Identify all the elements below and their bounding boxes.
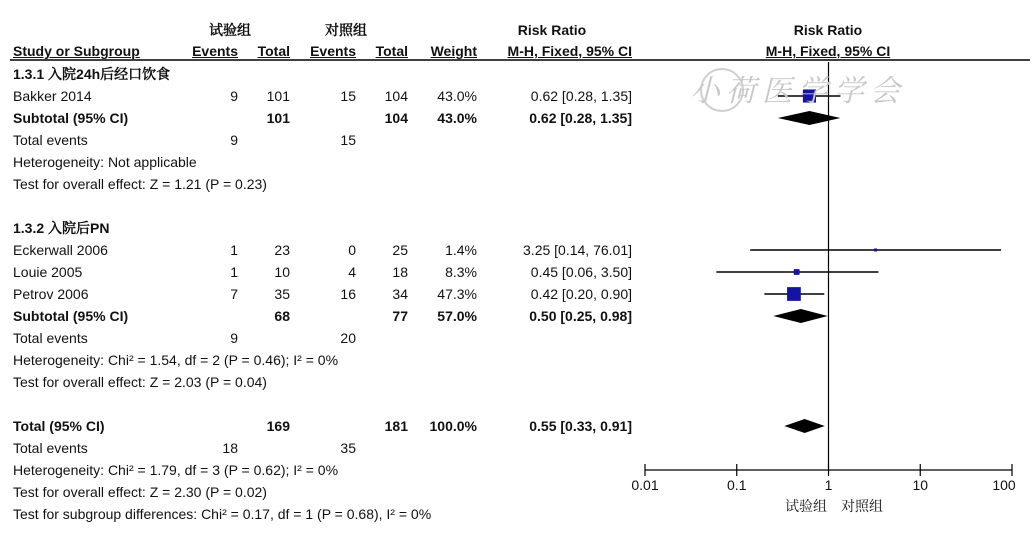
- study-1-2-weight: 47.3%: [437, 286, 477, 302]
- study-1-2-name: Petrov 2006: [13, 286, 89, 302]
- overall-effect-1: Test for overall effect: Z = 2.03 (P = 0.04): [13, 374, 267, 390]
- favours-right: 对照组: [841, 498, 883, 514]
- subtotal-1-weight: 57.0%: [437, 308, 477, 324]
- overall-effect-0: Test for overall effect: Z = 1.21 (P = 0.23): [13, 176, 267, 192]
- header-col-ci: M-H, Fixed, 95% CI: [507, 43, 632, 59]
- study-0-0-ci: 0.62 [0.28, 1.35]: [530, 88, 632, 104]
- study-0-0-tot-e: 101: [266, 88, 290, 104]
- study-1-0-tot-e: 23: [274, 242, 290, 258]
- study-1-0-ev-c: 0: [348, 242, 356, 258]
- study-1-0-ev-e: 1: [230, 242, 238, 258]
- study-1-2-square: [787, 287, 801, 301]
- subtotal-0-tot-e: 101: [266, 110, 290, 126]
- subtotal-1-diamond: [773, 309, 827, 323]
- total-ci: 0.55 [0.33, 0.91]: [529, 418, 632, 434]
- header-col-total-e: Total: [257, 43, 290, 59]
- subtotal-0-weight: 43.0%: [437, 110, 477, 126]
- study-1-0-tot-c: 25: [392, 242, 408, 258]
- header-rr-title: Risk Ratio: [517, 22, 587, 38]
- header-plot-title: Risk Ratio: [793, 22, 863, 38]
- subtotal-0-diamond: [778, 111, 841, 125]
- heterogeneity-0: Heterogeneity: Not applicable: [13, 154, 197, 170]
- watermark-text: 小荷医学学会: [690, 74, 906, 109]
- total-events-1-e: 9: [230, 330, 238, 346]
- study-1-2-tot-c: 34: [392, 286, 408, 302]
- study-1-1-name: Louie 2005: [13, 264, 83, 280]
- total-events-label: Total events: [13, 440, 88, 456]
- study-1-1-tot-c: 18: [392, 264, 408, 280]
- x-tick-label-2: 1: [824, 477, 833, 493]
- study-1-0-weight: 1.4%: [445, 242, 477, 258]
- study-1-2-tot-e: 35: [274, 286, 290, 302]
- x-tick-label-1: 0.1: [727, 477, 747, 493]
- heterogeneity-1: Heterogeneity: Chi² = 1.54, df = 2 (P = 0.46); I² = 0%: [13, 352, 339, 368]
- header-plot-method: M-H, Fixed, 95% CI: [765, 43, 891, 59]
- overall-effect-total: Test for overall effect: Z = 2.30 (P = 0.02): [13, 484, 267, 500]
- subtotal-0-ci: 0.62 [0.28, 1.35]: [529, 110, 632, 126]
- subgroup-differences: Test for subgroup differences: Chi² = 0.17, df = 1 (P = 0.68), I² = 0%: [13, 506, 432, 522]
- study-1-2-ev-e: 7: [230, 286, 238, 302]
- x-tick-label-4: 100: [992, 477, 1016, 493]
- study-0-0-name: Bakker 2014: [13, 88, 92, 104]
- study-0-0-ev-c: 15: [340, 88, 356, 104]
- study-1-0-square: [874, 249, 877, 252]
- study-0-0-tot-c: 104: [384, 88, 408, 104]
- total-tot-c: 181: [384, 418, 408, 434]
- study-1-0-name: Eckerwall 2006: [13, 242, 108, 258]
- total-label: Total (95% CI): [13, 418, 105, 434]
- subtotal-0-tot-c: 104: [384, 110, 408, 126]
- header-exp-group: 试验组: [209, 22, 251, 38]
- heterogeneity-total: Heterogeneity: Chi² = 1.79, df = 3 (P = 0.62); I² = 0%: [13, 462, 339, 478]
- study-1-1-square: [794, 269, 800, 275]
- subtotal-0-label: Subtotal (95% CI): [13, 110, 129, 126]
- study-1-1-weight: 8.3%: [445, 264, 477, 280]
- subtotal-1-tot-e: 68: [274, 308, 290, 324]
- favours-left: 试验组: [785, 498, 827, 514]
- header-col-study: Study or Subgroup: [13, 43, 140, 59]
- total-events-1-c: 20: [340, 330, 356, 346]
- header-col-events-e: Events: [192, 43, 238, 59]
- subtotal-1-tot-c: 77: [392, 308, 408, 324]
- x-tick-label-3: 10: [912, 477, 929, 493]
- total-weight: 100.0%: [429, 418, 477, 434]
- header-ctl-group: 对照组: [325, 22, 367, 38]
- total-events-1-label: Total events: [13, 330, 88, 346]
- study-1-1-ci: 0.45 [0.06, 3.50]: [530, 264, 632, 280]
- total-events-0-e: 9: [230, 132, 238, 148]
- subgroup-title-0: 1.3.1 入院24h后经口饮食: [13, 66, 171, 82]
- study-1-2-ev-c: 16: [340, 286, 356, 302]
- header-col-weight: Weight: [430, 43, 477, 59]
- total-events-0-label: Total events: [13, 132, 88, 148]
- total-tot-e: 169: [266, 418, 290, 434]
- study-0-0-ev-e: 9: [230, 88, 238, 104]
- study-1-1-tot-e: 10: [274, 264, 290, 280]
- subtotal-1-ci: 0.50 [0.25, 0.98]: [529, 308, 632, 324]
- total-events-e: 18: [222, 440, 238, 456]
- study-1-0-ci: 3.25 [0.14, 76.01]: [523, 242, 632, 258]
- header-col-events-c: Events: [310, 43, 356, 59]
- study-1-2-ci: 0.42 [0.20, 0.90]: [530, 286, 632, 302]
- study-1-1-ev-c: 4: [348, 264, 356, 280]
- study-1-1-ev-e: 1: [230, 264, 238, 280]
- total-events-0-c: 15: [340, 132, 356, 148]
- total-diamond: [784, 419, 824, 433]
- subtotal-1-label: Subtotal (95% CI): [13, 308, 129, 324]
- total-events-c: 35: [340, 440, 356, 456]
- x-tick-label-0: 0.01: [631, 477, 659, 493]
- header-col-total-c: Total: [375, 43, 408, 59]
- study-0-0-weight: 43.0%: [437, 88, 477, 104]
- subgroup-title-1: 1.3.2 入院后PN: [13, 220, 110, 236]
